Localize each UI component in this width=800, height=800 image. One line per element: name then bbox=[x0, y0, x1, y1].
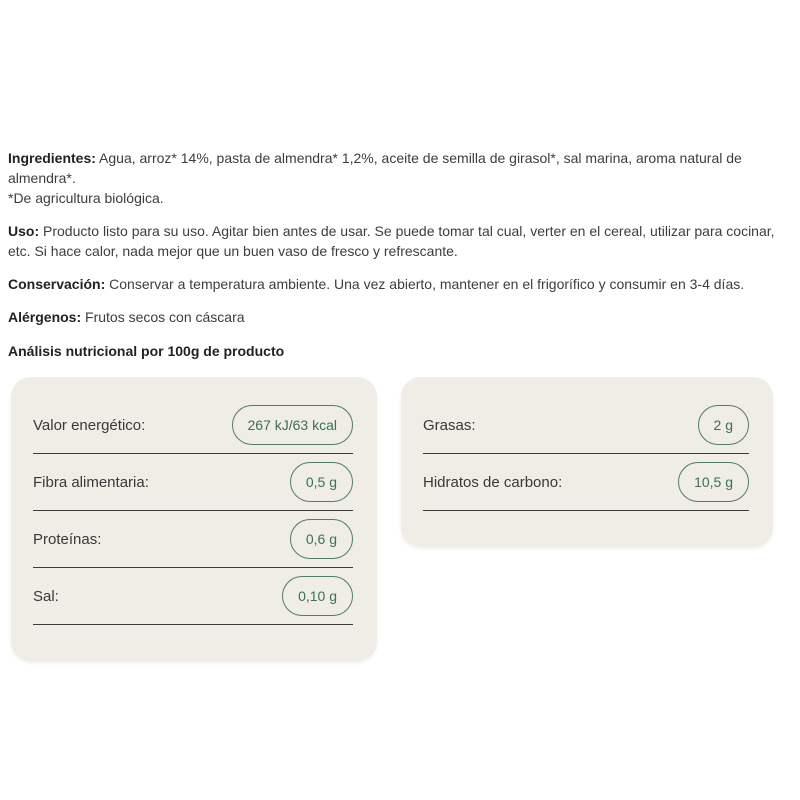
value-pill: 0,5 g bbox=[290, 462, 353, 502]
allergens-paragraph bbox=[8, 307, 792, 327]
conservation-label: Conservación: bbox=[8, 276, 106, 292]
usage-label: Uso: bbox=[8, 223, 40, 239]
nutrition-card-left bbox=[11, 377, 377, 661]
nutrition-heading: Análisis nutricional por 100g de producto bbox=[8, 343, 285, 359]
nutrition-row-label: Sal: bbox=[33, 587, 59, 605]
ingredients-text: Agua, arroz* 14%, pasta de almendra* 1,2%, aceite de semilla de girasol*, sal marina, aroma natural de almendra*. bbox=[8, 150, 742, 186]
value-pill: 0,10 g bbox=[282, 576, 353, 616]
nutrition-row-protein bbox=[33, 511, 353, 568]
ingredients-footnote: *De agricultura biológica. bbox=[8, 190, 164, 206]
value-pill: 0,6 g bbox=[290, 519, 353, 559]
allergens-text: Frutos secos con cáscara bbox=[85, 309, 245, 325]
conservation-text: Conservar a temperatura ambiente. Una vez abierto, mantener en el frigorífico y consumir en 3-4 días. bbox=[109, 276, 745, 292]
value-pill: 2 g bbox=[698, 405, 749, 445]
allergens-label: Alérgenos: bbox=[8, 309, 82, 325]
nutrition-card-right bbox=[401, 377, 773, 547]
value-pill: 10,5 g bbox=[678, 462, 749, 502]
usage-paragraph bbox=[8, 221, 792, 261]
nutrition-cards bbox=[11, 377, 792, 661]
value-pill: 267 kJ/63 kcal bbox=[232, 405, 354, 445]
nutrition-row-carbs bbox=[423, 454, 749, 511]
usage-text: Producto listo para su uso. Agitar bien antes de usar. Se puede tomar tal cual, verter en el cereal, utilizar para cocinar, etc. Si hace calor, nada mejor que un buen vaso de fresco y refrescante. bbox=[8, 223, 775, 259]
nutrition-row-label: Grasas: bbox=[423, 416, 476, 434]
conservation-paragraph bbox=[8, 274, 792, 294]
nutrition-row-fiber bbox=[33, 454, 353, 511]
nutrition-row-energy bbox=[33, 397, 353, 454]
ingredients-paragraph bbox=[8, 148, 792, 208]
nutrition-row-label: Valor energético: bbox=[33, 416, 146, 434]
ingredients-label: Ingredientes: bbox=[8, 150, 96, 166]
nutrition-row-label: Fibra alimentaria: bbox=[33, 473, 149, 491]
nutrition-row-salt bbox=[33, 568, 353, 625]
nutrition-row-label: Proteínas: bbox=[33, 530, 102, 548]
nutrition-row-label: Hidratos de carbono: bbox=[423, 473, 563, 491]
nutrition-row-fat bbox=[423, 397, 749, 454]
